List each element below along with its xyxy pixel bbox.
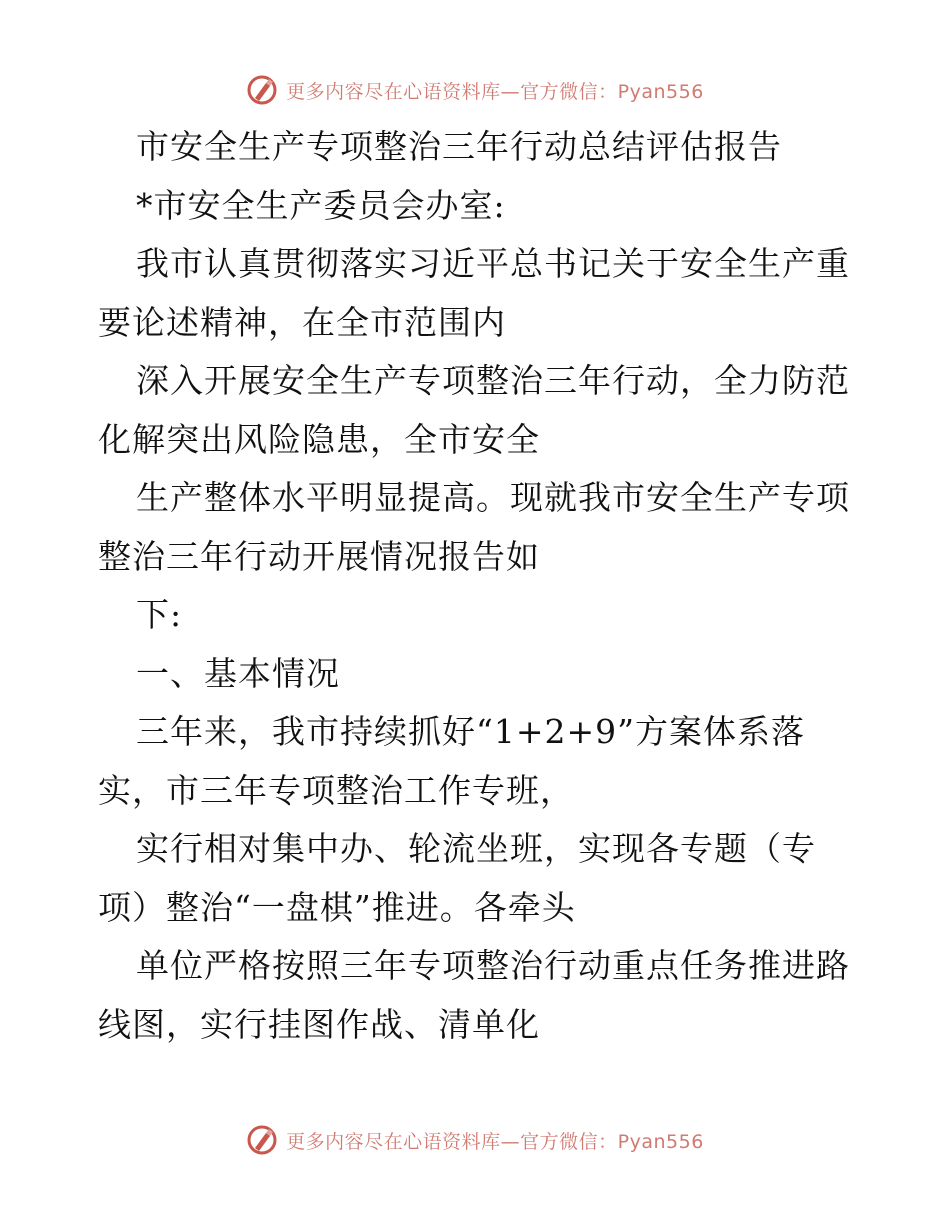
text-line: 实，市三年专项整治工作专班，	[98, 770, 574, 810]
text-line: 实行相对集中办、轮流坐班，实现各专题（专	[136, 829, 816, 868]
header-watermark	[0, 70, 950, 110]
text-line: 整治三年行动开展情况报告如	[98, 536, 540, 576]
text-line: 下:	[136, 595, 183, 634]
text-line: 一、基本情况	[136, 653, 340, 693]
text-line: 三年来，我市持续抓好“1+2+9”方案体系落	[136, 712, 806, 751]
pen-logo-icon	[246, 74, 278, 106]
pen-logo-icon	[246, 1124, 278, 1156]
text-line: 线图，实行挂图作战、清单化	[98, 1004, 540, 1044]
watermark-text: 更多内容尽在心语资料库—官方微信：Pyan556	[286, 1130, 704, 1153]
document-body	[98, 118, 858, 1054]
footer-watermark	[0, 1120, 950, 1160]
text-line: *市安全生产委员会办室:	[136, 185, 506, 225]
text-line: 生产整体水平明显提高。现就我市安全生产专项	[136, 478, 850, 517]
text-line: 项）整治“一盘棋”推进。各牵头	[98, 887, 576, 927]
text-line: 市安全生产专项整治三年行动总结评估报告	[136, 127, 782, 166]
text-line: 深入开展安全生产专项整治三年行动，全力防范	[136, 361, 850, 400]
text-line: 单位严格按照三年专项整治行动重点任务推进路	[136, 946, 850, 985]
text-line: 我市认真贯彻落实习近平总书记关于安全生产重	[136, 244, 850, 283]
watermark-text: 更多内容尽在心语资料库—官方微信：Pyan556	[286, 80, 704, 103]
text-line: 化解突出风险隐患，全市安全	[98, 419, 540, 459]
text-line: 要论述精神，在全市范围内	[98, 302, 506, 342]
